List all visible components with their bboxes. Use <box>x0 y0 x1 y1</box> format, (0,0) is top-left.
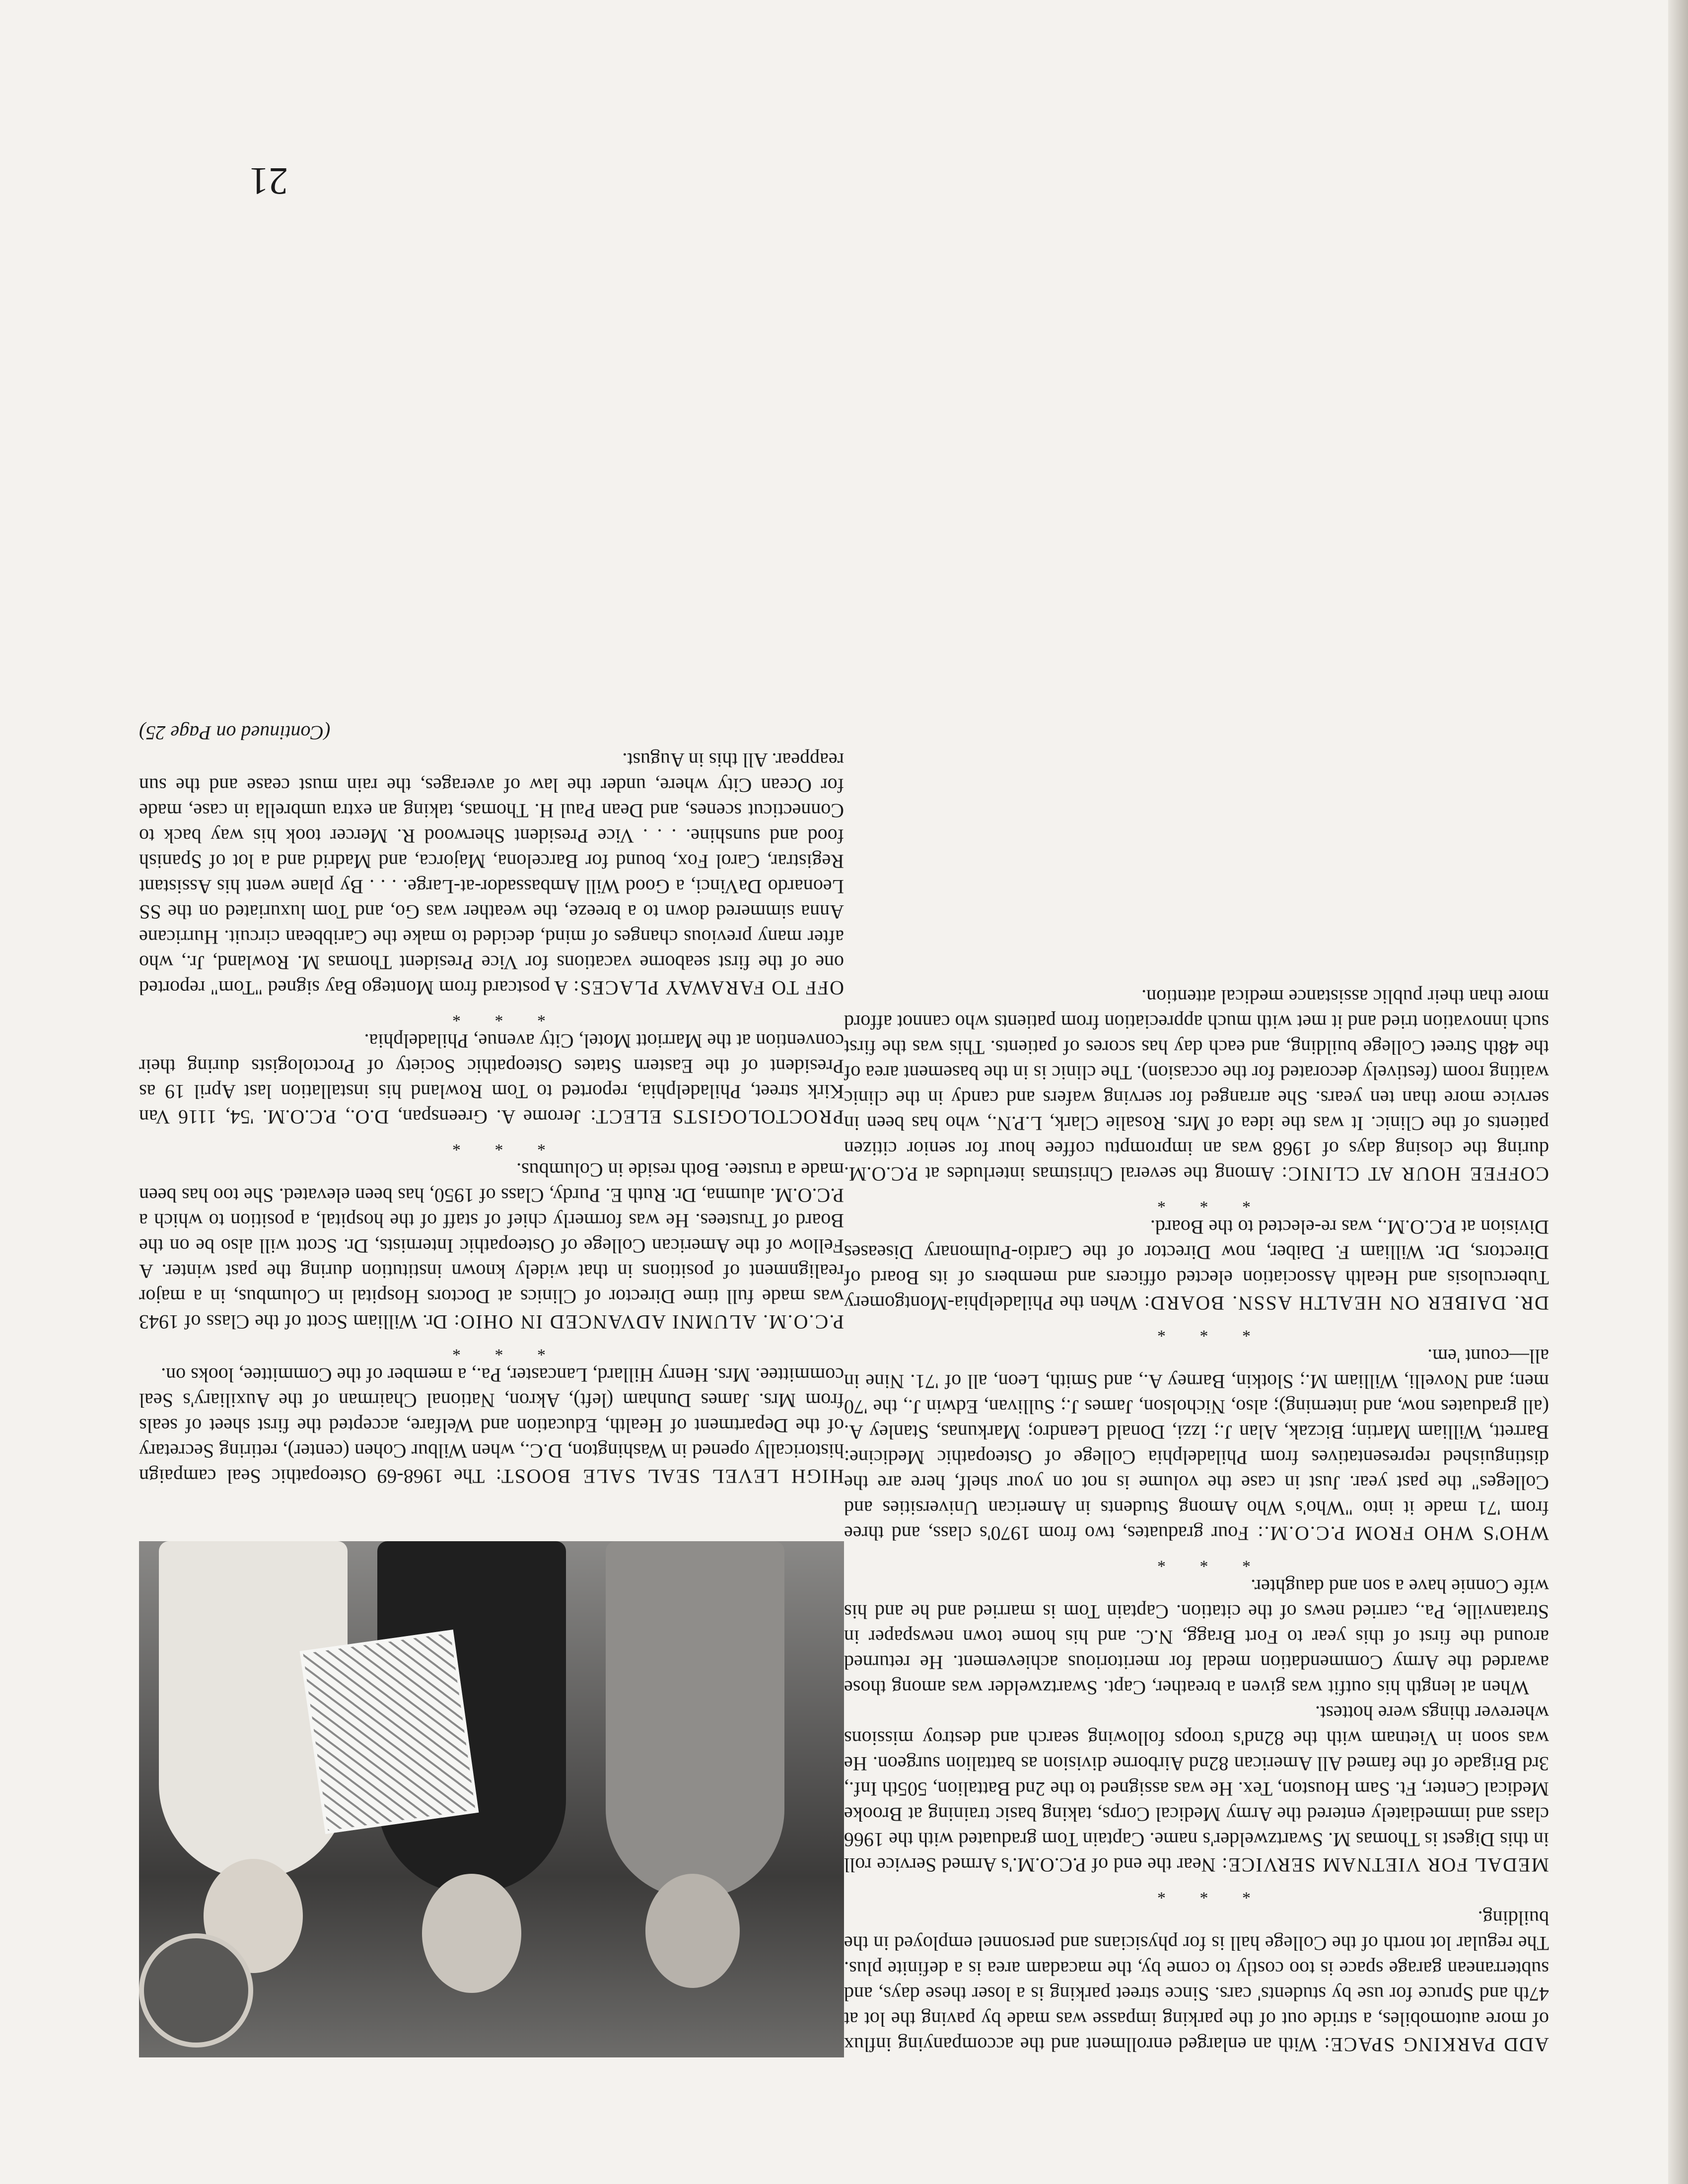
article-faraway-places <box>139 748 844 1001</box>
article-body: With an enlarged enrollment and the accompanying influx of more automobiles, a stride out of the parking impasse was made by paving the lot at 47th and Spruce for use by students' cars. Since street parking is a loser these days, and subterranean garage space is too costly to come by, the macadam area is a definite plus. The regular lot north of the College hall is for physicians and personnel employed in the building. <box>844 1907 1549 2056</box>
article-body: The 1968-69 Osteopathic Seal campaign historically opened in Washington, D.C., when Wilbur Cohen (center), retiring Secretary of the Department of Health, Education and Welfare, accepted the first sheet of seals from Mrs. James Dunham (left), Akron, National Chairman of the Auxiliary's Seal committee. Mrs. Henry Hillard, Lancaster, Pa., a member of the Committee, looks on. <box>139 1364 844 1488</box>
right-column <box>139 720 844 1489</box>
left-column <box>844 984 1549 2057</box>
article-body: A postcard from Montego Bay signed "Tom" reported one of the first seaborne vacations for Vice President Thomas M. Rowland, Jr., who after many previous changes of mind, decided to make the Caribbean circuit. Hurricane Anna simmered down to a breeze, the weather was Go, and Tom luxuriated on the SS Leonardo DaVinci, a Good Will Ambassador-at-Large. . . . By plane went his Assistant Registrar, Carol Fox, bound for Barcelona, Majorca, and Madrid and a lot of Spanish food and sunshine. . . . Vice President Sherwood R. Mercer took his way back to Connecticut scenes, and Dean Paul H. Thomas, taking an extra umbrella in case, made for Ocean City where, under the law of averages, the rain must cease and the sun reappear. All this in August. <box>139 749 844 999</box>
article-head: DR. DAIBER ON HEALTH ASSN. BOARD: <box>1143 1292 1549 1314</box>
article-head: OFF TO FARAWAY PLACES: <box>572 977 844 999</box>
person-left-head <box>645 1874 740 1988</box>
binding-gutter <box>1668 0 1688 2184</box>
separator: * * * <box>437 1007 546 1025</box>
separator: * * * <box>1142 1884 1251 1902</box>
article-body: Among the several Christmas interludes at P.C.O.M. during the closing days of 1968 was an impromptu coffee hour for senior citizen patients of the Clinic. It was the idea of Mrs. Rosalie Clark, L.P.N., who has been in service more than ten years. She arranged for serving wafers and candy in the clinic waiting room (festively decorated for the occasion). The clinic is in the basement area of the 48th Street College building, and each day has scores of patients. This was the first such innovation tried and it met with much appreciation from patients who cannot afford more than their public assistance medical attention. <box>844 986 1549 1185</box>
page-number: 21 <box>249 160 288 203</box>
article-head: ADD PARKING SPACE: <box>1323 2034 1549 2056</box>
article-head: HIGH LEVEL SEAL SALE BOOST: <box>494 1465 844 1488</box>
article-body-2: When at length his outfit was given a breather, Capt. Swartzwelder was among those awarded the Army Commendation medal for meritorious achievement. He returned around the first of this year to Fort Bragg, N.C. and his home town newspaper in Stratanville, Pa., carried news of the citation. Captain Tom is married and he and his wife Connie have a son and daughter. <box>844 1575 1549 1699</box>
separator: * * * <box>1142 1322 1251 1340</box>
article-head: WHO'S WHO FROM P.C.O.M.: <box>1257 1522 1549 1545</box>
article-parking <box>844 1906 1549 2057</box>
article-whos-who <box>844 1344 1549 1546</box>
article-body: When the Philadelphia-Montgomery Tuberculosis and Health Association elected officers and members of its Board of Directors, Dr. William F. Daiber, now Director of the Cardio-Pulmonary Diseases Division at P.C.O.M., was re-elected to the Board. <box>844 1216 1549 1314</box>
article-proctologists <box>139 1028 844 1130</box>
separator: * * * <box>1142 1193 1251 1211</box>
article-body: Dr. William Scott of the Class of 1943 was made full time Director of Clinics at Doctors Hospital in Columbus, in a major realignment of positions in that widely known institution during the past winter. A Fellow of the American College of Osteopathic Internists, Dr. Scott will also be on the Board of Trustees. He was formerly chief of staff of the hospital, a position to which a P.C.O.M. alumna, Dr. Ruth E. Purdy, Class of 1950, has been elevated. She too has been made a trustee. Both reside in Columbus. <box>139 1159 844 1333</box>
separator: * * * <box>437 1341 546 1359</box>
person-center-head <box>422 1874 521 1993</box>
article-body: Jerome A. Greenspan, D.O., P.C.O.M. '54, 1116 Van Kirk street, Philadelphia, reported to Tom Rowland his installation last April 19 as President of the Eastern States Osteopathic Society of Proctologists during their convention at the Marriott Motel, City avenue, Philadelphia. <box>139 1030 844 1128</box>
article-body: Four graduates, two from 1970's class, and three from '71 made it into "Who's Who Among Students in American Universities and Colleges" the past year. Just in case the volume is not on your shelf, here are the distinguished representatives from Philadelphia College of Osteopathic Medicine: Barrett, William Martin; Biczak, Alan J.; Izzi, Donald Leandro; Markunas, Stanley A. (all graduates now, and interning); also, Nicholson, James J.; Sullivan, Edwin J., the '70 men; and Novelli, William M.; Slotkin, Barney A., and Smith, Leon, all of '71. Nine in all—count 'em. <box>844 1345 1549 1545</box>
article-head: PROCTOLOGISTS ELECT: <box>589 1106 844 1128</box>
continued-note: (Continued on Page 25) <box>139 722 331 744</box>
article-ohio-alumni <box>139 1158 844 1335</box>
photo-seal-presentation <box>139 1541 844 2057</box>
seal-emblem <box>139 1933 253 2048</box>
article-body: Near the end of P.C.O.M.'s Armed Service roll in this Digest is Thomas M. Swartzwelder's name. Captain Tom graduated with the 1966 class and immediately entered the Army Medical Corps, taking basic training at Brooke Medical Center, Ft. Sam Houston, Tex. He was assigned to the 2nd Battalion, 505th Inf., 3rd Brigade of the famed All American 82nd Airborne division as battalion surgeon. He was soon in Vietnam with the 82nd's troops following search and destroy missions wherever things were hottest. <box>844 1702 1549 1876</box>
seal-sheet <box>300 1630 479 1834</box>
article-daiber <box>844 1215 1549 1316</box>
person-left-figure <box>606 1541 784 1899</box>
article-coffee-hour <box>844 984 1549 1187</box>
article-head: P.C.O.M. ALUMNI ADVANCED IN OHIO: <box>453 1311 844 1333</box>
article-head: MEDAL FOR VIETNAM SERVICE: <box>1221 1854 1549 1876</box>
separator: * * * <box>1142 1552 1251 1570</box>
article-seal-sale <box>139 1363 844 1489</box>
article-vietnam-medal <box>844 1574 1549 1878</box>
separator: * * * <box>437 1136 546 1154</box>
article-head: COFFEE HOUR AT CLINIC: <box>1280 1163 1549 1185</box>
